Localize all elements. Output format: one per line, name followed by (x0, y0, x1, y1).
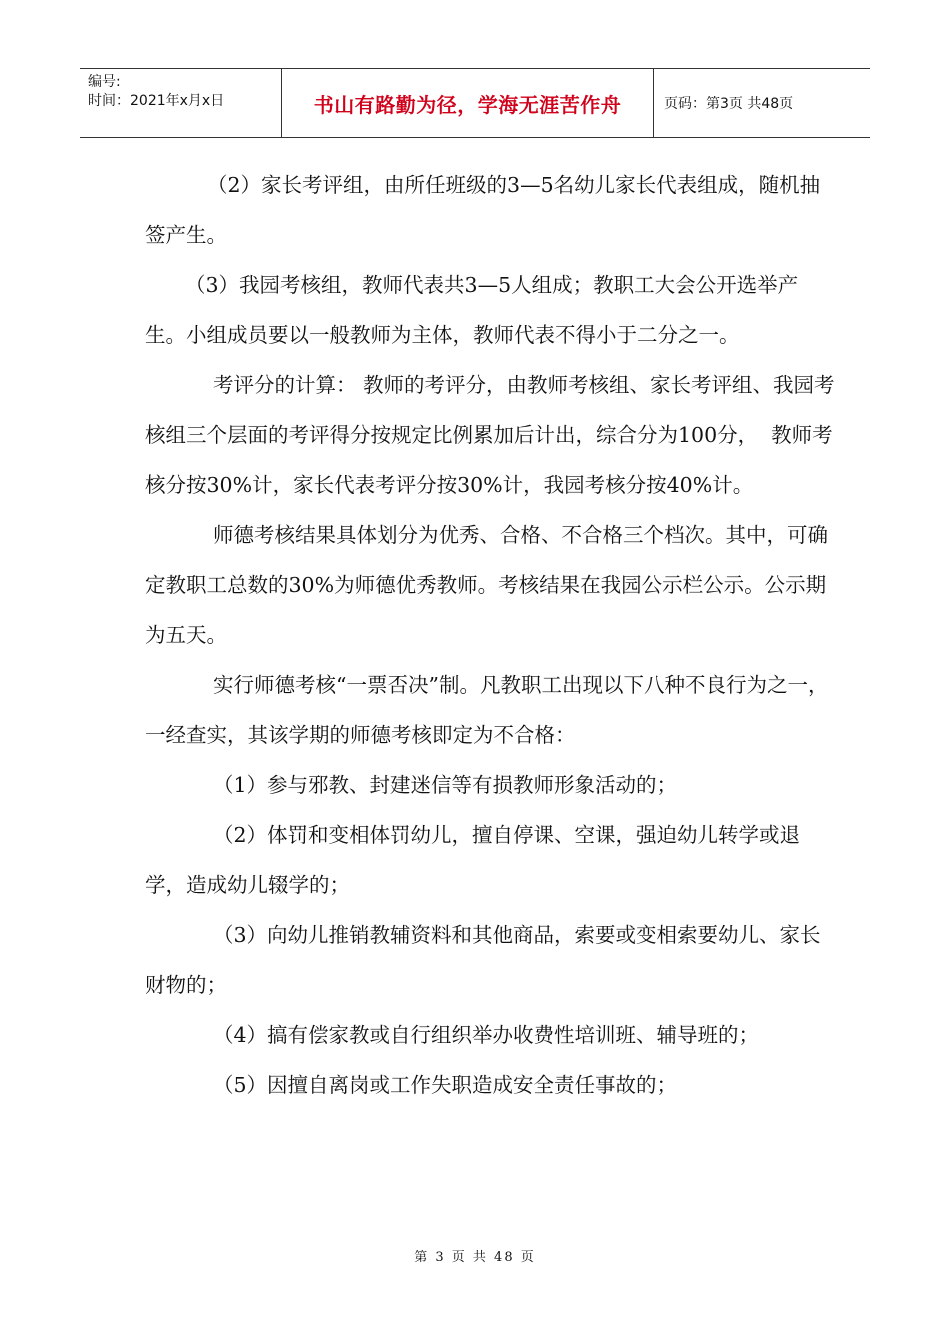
paragraph: 考评分的计算： 教师的考评分，由教师考核组、家长考评组、我园考核组三个层面的考评得分按规定比例累加后计出，综合分为100分， 教师考核分按30%计，家长代表考评分按30%计，我园考核分按40%计。 (145, 373, 835, 497)
header-meta (80, 69, 282, 137)
paragraph: （5）因擅自离岗或工作失职造成安全责任事故的； (213, 1073, 678, 1097)
paragraph: （2）体罚和变相体罚幼儿，擅自停课、空课，强迫幼儿转学或退学，造成幼儿辍学的； (145, 823, 801, 897)
paragraph: （2）家长考评组，由所任班级的3—5名幼儿家长代表组成，随机抽签产生。 (145, 173, 821, 247)
header-motto: 书山有路勤为径，学海无涯苦作舟 (282, 69, 654, 137)
paragraph: （3）向幼儿推销教辅资料和其他商品，索要或变相索要幼儿、家长财物的； (145, 923, 821, 997)
time-label: 时间：2021年x月x日 (88, 93, 225, 109)
paragraph: 师德考核结果具体划分为优秀、合格、不合格三个档次。其中，可确定教职工总数的30%为师德优秀教师。考核结果在我园公示栏公示。公示期为五天。 (145, 523, 828, 647)
paragraph: 实行师德考核“一票否决”制。凡教职工出现以下八种不良行为之一，一经查实，其该学期的师德考核即定为不合格： (145, 673, 829, 747)
paragraph: （3）我园考核组，教师代表共3—5人组成；教职工大会公开选举产生。小组成员要以一般教师为主体，教师代表不得小于二分之一。 (145, 273, 799, 347)
page-header (80, 68, 870, 138)
paragraph: （1）参与邪教、封建迷信等有损教师形象活动的； (213, 773, 678, 797)
paragraph: （4）搞有偿家教或自行组织举办收费性培训班、辅导班的； (213, 1023, 760, 1047)
page-footer: 第 3 页 共 48 页 (414, 1250, 536, 1265)
serial-label: 编号: (88, 74, 121, 90)
document-body (145, 160, 835, 1110)
header-page-info: 页码：第3页 共48页 (664, 96, 794, 112)
